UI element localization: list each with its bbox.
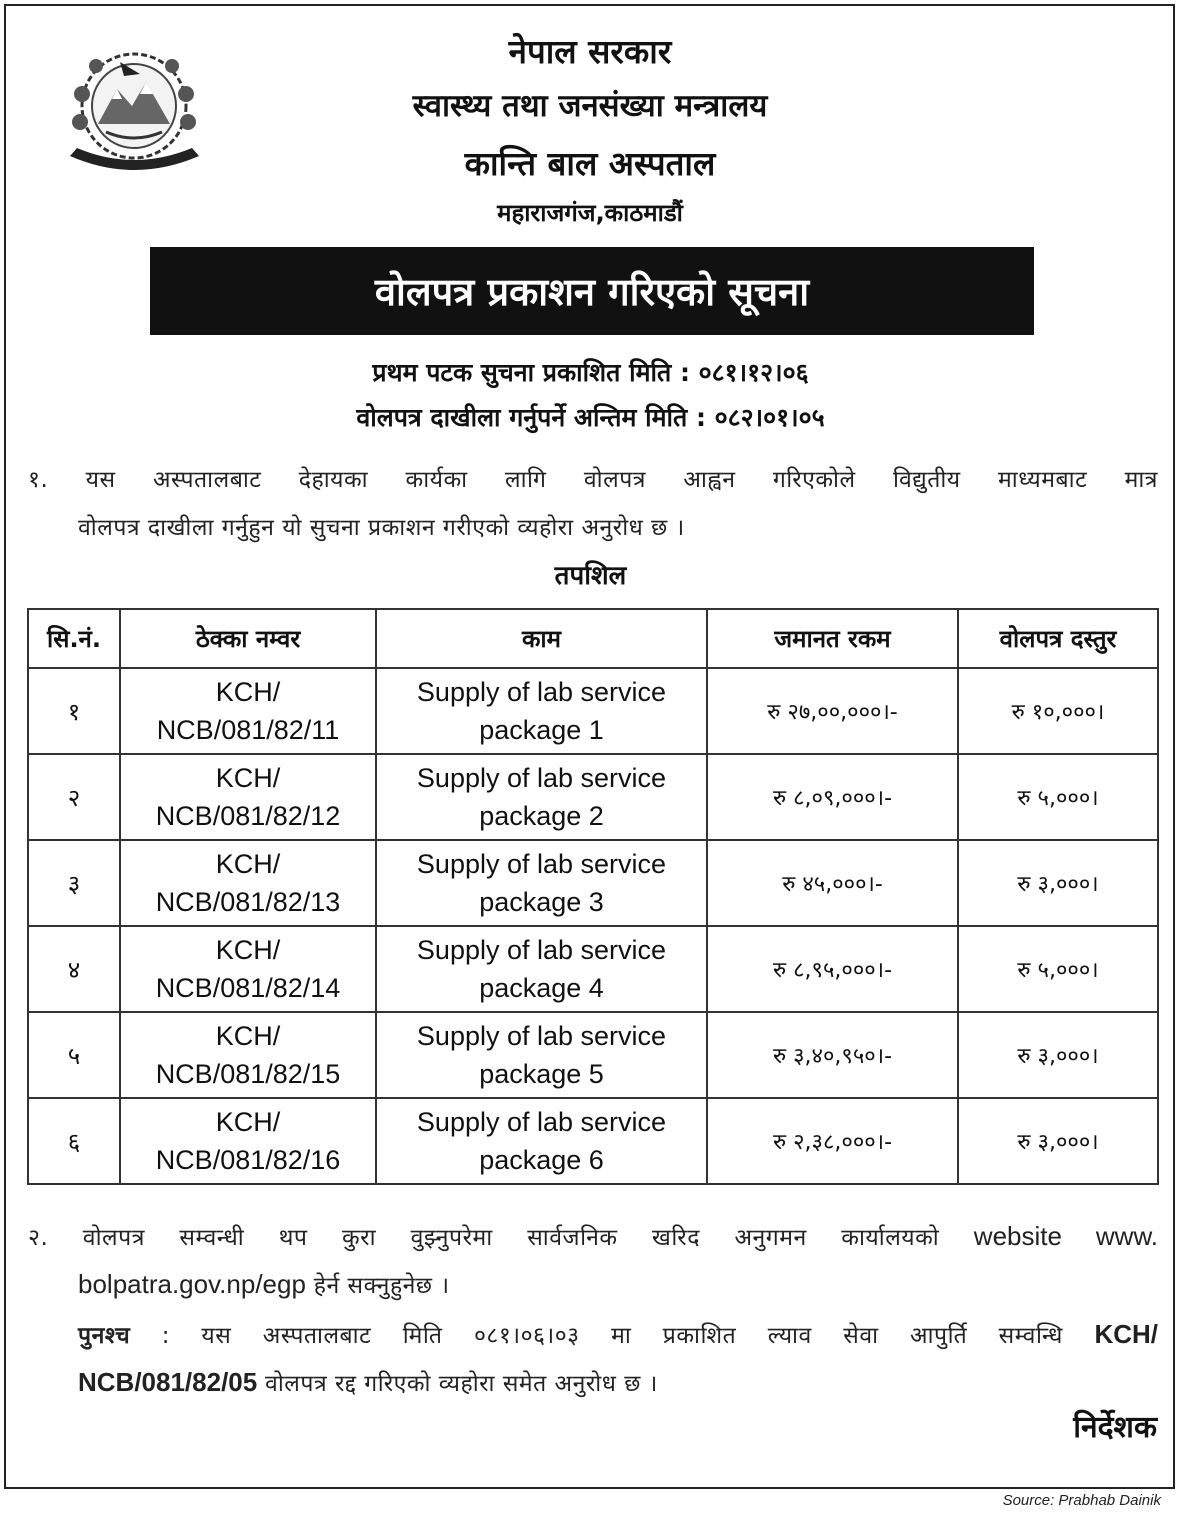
- header-work: काम: [376, 609, 707, 668]
- paragraph-2-line-2: [78, 1268, 1158, 1300]
- work-line-2: package 1: [479, 715, 604, 745]
- cell-contract: [120, 926, 376, 1012]
- contract-prefix: KCH/: [215, 1107, 281, 1137]
- table-row: [28, 840, 1158, 926]
- cell-contract: [120, 668, 376, 754]
- table-row: [28, 1012, 1158, 1098]
- work-line-1: Supply of lab service: [416, 935, 667, 965]
- cell-security: रु ८,९५,०००।-: [707, 926, 958, 1012]
- work-line-1: Supply of lab service: [416, 1107, 667, 1137]
- header-bid-fee: वोलपत्र दस्तुर: [958, 609, 1158, 668]
- submission-deadline: वोलपत्र दाखीला गर्नुपर्ने अन्तिम मिति : ०८२।०१।०५: [356, 403, 825, 432]
- website-link[interactable]: bolpatra.gov.np/egp: [78, 1269, 306, 1299]
- cell-security: रु ८,०९,०००।-: [707, 754, 958, 840]
- contract-prefix: KCH/: [215, 763, 281, 793]
- cell-security: रु २,३८,०००।-: [707, 1098, 958, 1184]
- contract-prefix: KCH/: [215, 677, 281, 707]
- work-line-1: Supply of lab service: [416, 1021, 667, 1051]
- contract-prefix: KCH/: [215, 1021, 281, 1051]
- work-line-2: package 3: [479, 887, 604, 917]
- cell-fee: रु ३,०००।: [958, 1098, 1158, 1184]
- work-line-2: package 6: [479, 1145, 604, 1175]
- work-line-2: package 2: [479, 801, 604, 831]
- contract-code: NCB/081/82/14: [155, 973, 341, 1003]
- notice-title: वोलपत्र प्रकाशन गरिएको सूचना: [374, 270, 810, 314]
- cell-sn: ६: [28, 1098, 120, 1184]
- postscript-ref-prefix: KCH/: [1094, 1319, 1158, 1349]
- contract-prefix: KCH/: [215, 935, 281, 965]
- table-row: [28, 754, 1158, 840]
- postscript-label: पुनश्च: [78, 1323, 131, 1349]
- cell-work: [376, 1098, 707, 1184]
- postscript-text: : यस अस्पतालबाट मिति ०८१।०६।०३ मा प्रकाशित ल्याव सेवा आपुर्ति सम्वन्धि: [130, 1323, 1095, 1349]
- contract-code: NCB/081/82/11: [156, 715, 340, 745]
- cell-security: रु २७,००,०००।-: [707, 668, 958, 754]
- work-line-1: Supply of lab service: [416, 677, 667, 707]
- cell-work: [376, 840, 707, 926]
- government-title: नेपाल सरकार: [508, 32, 672, 71]
- contract-code: NCB/081/82/15: [155, 1059, 341, 1089]
- cell-sn: ४: [28, 926, 120, 1012]
- paragraph-2-tail: हेर्न सक्नुहुनेछ ।: [305, 1273, 450, 1299]
- cell-contract: [120, 1012, 376, 1098]
- cell-work: [376, 754, 707, 840]
- first-published-date: प्रथम पटक सुचना प्रकाशित मिति : ०८१।१२।०६: [372, 358, 809, 387]
- notice-banner: [150, 247, 1034, 335]
- cell-fee: रु १०,०००।: [958, 668, 1158, 754]
- table-row: [28, 926, 1158, 1012]
- postscript-ref-code: NCB/081/82/05: [78, 1367, 258, 1397]
- cell-security: रु ४५,०००।-: [707, 840, 958, 926]
- cell-fee: रु ३,०००।: [958, 1012, 1158, 1098]
- signature-director: निर्देशक: [1073, 1410, 1157, 1445]
- website-label: website www.: [973, 1221, 1159, 1251]
- header-sn: सि.नं.: [28, 609, 120, 668]
- cell-fee: रु ५,०००।: [958, 754, 1158, 840]
- bid-table: [27, 608, 1159, 1185]
- work-line-2: package 5: [479, 1059, 604, 1089]
- postscript-tail: वोलपत्र रद्द गरिएको व्यहोरा समेत अनुरोध छ ।: [257, 1371, 658, 1397]
- paragraph-1-line-2: वोलपत्र दाखीला गर्नुहुन यो सुचना प्रकाशन गरीएको व्यहोरा अनुरोध छ ।: [78, 515, 685, 541]
- cell-sn: ५: [28, 1012, 120, 1098]
- contract-code: NCB/081/82/16: [155, 1145, 341, 1175]
- cell-work: [376, 926, 707, 1012]
- cell-work: [376, 1012, 707, 1098]
- hospital-title: कान्ति बाल अस्पताल: [464, 144, 716, 183]
- postscript-line-1: [78, 1318, 1158, 1350]
- paragraph-2-text: २. वोलपत्र सम्वन्धी थप कुरा वुझ्नुपरेमा सार्वजनिक खरिद अनुगमन कार्यालयको: [28, 1225, 940, 1251]
- header-contract-number: ठेक्का नम्वर: [120, 609, 376, 668]
- hospital-address: महाराजगंज,काठमाडौं: [497, 199, 683, 227]
- header-security-amount: जमानत रकम: [707, 609, 958, 668]
- work-line-1: Supply of lab service: [416, 849, 667, 879]
- contract-prefix: KCH/: [215, 849, 281, 879]
- paragraph-1-line-1: १. यस अस्पतालबाट देहायका कार्यका लागि वोलपत्र आह्वन गरिएकोले विद्युतीय माध्यमबाट मात्र: [28, 467, 1158, 493]
- cell-sn: ३: [28, 840, 120, 926]
- source-credit: Source: Prabhab Dainik: [1002, 1492, 1161, 1509]
- cell-fee: रु ५,०००।: [958, 926, 1158, 1012]
- table-row: [28, 1098, 1158, 1184]
- table-header-row: [28, 609, 1158, 668]
- paragraph-2-line-1: [28, 1220, 1158, 1252]
- cell-work: [376, 668, 707, 754]
- cell-security: रु ३,४०,९५०।-: [707, 1012, 958, 1098]
- contract-code: NCB/081/82/12: [155, 801, 341, 831]
- cell-contract: [120, 1098, 376, 1184]
- postscript-line-2: [78, 1366, 1158, 1398]
- table-row: [28, 668, 1158, 754]
- cell-contract: [120, 840, 376, 926]
- contract-code: NCB/081/82/13: [155, 887, 341, 917]
- cell-sn: २: [28, 754, 120, 840]
- ministry-title: स्वास्थ्य तथा जनसंख्या मन्त्रालय: [412, 88, 768, 124]
- nepal-emblem-icon: [62, 44, 207, 179]
- work-line-1: Supply of lab service: [416, 763, 667, 793]
- cell-contract: [120, 754, 376, 840]
- work-line-2: package 4: [479, 973, 604, 1003]
- cell-fee: रु ३,०००।: [958, 840, 1158, 926]
- table-title: तपशिल: [554, 561, 627, 591]
- cell-sn: १: [28, 668, 120, 754]
